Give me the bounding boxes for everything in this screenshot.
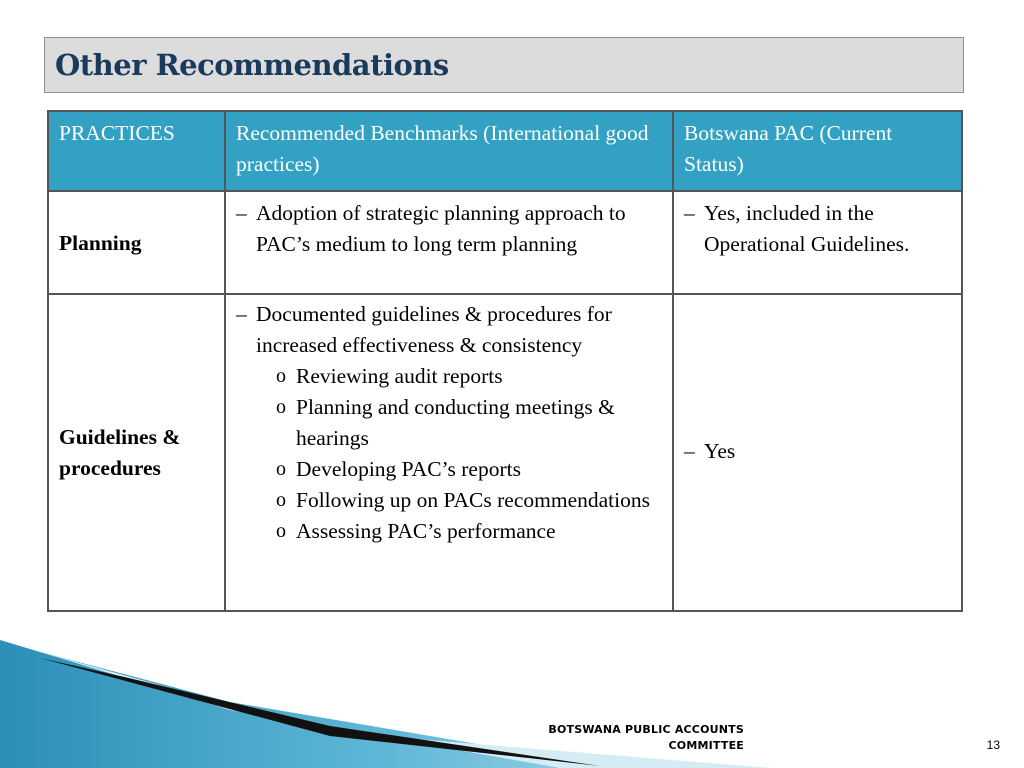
header-benchmarks: Recommended Benchmarks (International good practices) xyxy=(225,111,673,191)
table-row xyxy=(48,191,962,294)
benchmark-cell xyxy=(225,191,673,294)
recommendations-table xyxy=(47,110,963,612)
sub-item: o Planning and conducting meetings & hearings xyxy=(276,392,662,454)
status-item: – Yes xyxy=(684,436,951,467)
header-status: Botswana PAC (Current Status) xyxy=(673,111,962,191)
table-header-row xyxy=(48,111,962,191)
status-cell xyxy=(673,191,962,294)
status-cell xyxy=(673,294,962,611)
sub-item: o Reviewing audit reports xyxy=(276,361,662,392)
sub-item: o Following up on PACs recommendations xyxy=(276,485,662,516)
slide-title: Other Recommendations xyxy=(55,48,449,82)
footer-org-line2: COMMITTEE xyxy=(668,739,744,752)
header-practices: PRACTICES xyxy=(48,111,225,191)
footer-organization xyxy=(478,722,744,754)
slide-title-bar xyxy=(44,37,964,93)
benchmark-item: – Documented guidelines & procedures for increased effectiveness & consistency xyxy=(236,299,662,361)
table-row xyxy=(48,294,962,611)
practice-cell: Guidelines & procedures xyxy=(48,294,225,611)
benchmark-cell xyxy=(225,294,673,611)
practice-cell: Planning xyxy=(48,191,225,294)
sub-item: o Assessing PAC’s performance xyxy=(276,516,662,547)
status-item: – Yes, included in the Operational Guidelines. xyxy=(684,198,951,260)
page-number: 13 xyxy=(986,738,1000,752)
benchmark-item: – Adoption of strategic planning approach to PAC’s medium to long term planning xyxy=(236,198,662,260)
sub-item: o Developing PAC’s reports xyxy=(276,454,662,485)
footer-org-line1: BOTSWANA PUBLIC ACCOUNTS xyxy=(548,723,744,736)
sub-item-list xyxy=(236,361,662,547)
